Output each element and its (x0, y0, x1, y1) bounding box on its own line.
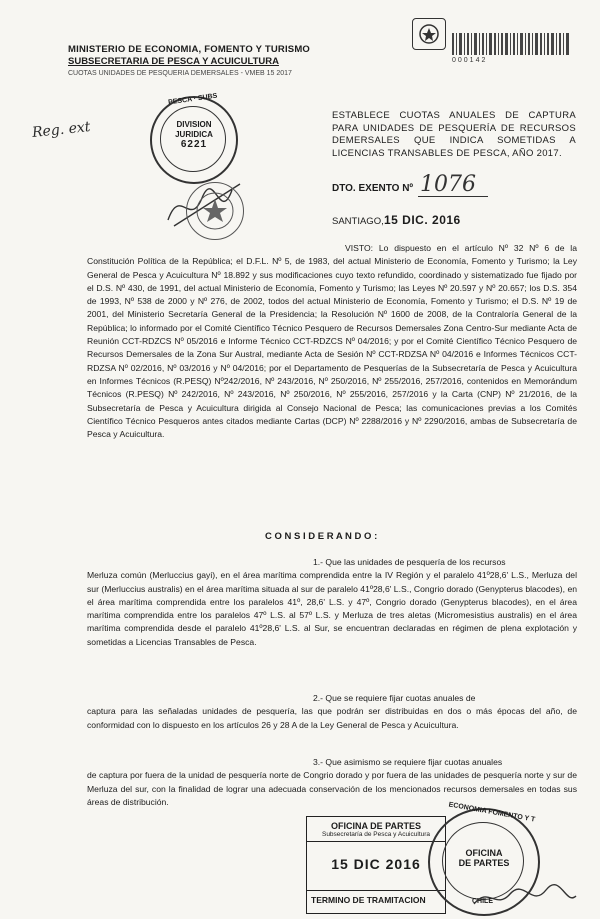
decree-date: 15 DIC. 2016 (384, 213, 461, 227)
small-seal-icon (186, 182, 244, 240)
bottom-signature-icon (470, 880, 580, 919)
considerando-2-text: captura para las señaladas unidades de pesquería, las que podrán ser distribuidas en dos o más épocas del año, de conformidad con lo dispuesto en los artículos 26 y 28 A de la Ley General de Pesca y Acuicultura. (87, 706, 577, 730)
stamp-division-number: 6221 (180, 139, 208, 150)
round-stamp-center2: DE PARTES (458, 858, 510, 868)
stamp-division-line2: JURIDICA (175, 130, 213, 139)
oficina-partes-stamp (306, 816, 446, 914)
considerando-2 (87, 692, 577, 732)
chile-seal-icon (412, 18, 446, 50)
document-code: 000142 (452, 57, 488, 64)
oficina-stamp-sub: Subsecretaría de Pesca y Acuicultura (307, 831, 445, 842)
header-reference-line: CUOTAS UNIDADES DE PESQUERIA DEMERSALES - VMEB 15 2017 (68, 70, 292, 77)
considerando-1-lead: 1.- Que las unidades de pesquería de los recursos (313, 557, 506, 567)
subsecretaria-name: SUBSECRETARIA DE PESCA Y ACUICULTURA (68, 56, 279, 67)
barcode (452, 33, 572, 55)
visto-paragraph: VISTO: Lo dispuesto en el artículo Nº 32 Nº 6 de la Constitución Política de la República; el D.F.L. Nº 5, de 1983, del actual Ministerio de Economía, Fomento y Turismo; la Ley General de Pesca y Acuicultura Nº 18.892 y sus modificaciones cuyo texto refundido, coordinado y sistematizado fue fijado por el D.S. Nº 430, de 1991, del actual Ministerio de Economía, Fomento y Turismo; las Leyes Nº 20.597 y Nº 20.657; los D.S. 354 de 1993, Nº 538 de 2000 y Nº 276, de 2002, todos del actual Ministerio de Economía, Fomento y Turismo; el D.S. Nº 19 de 2001, del Ministerio Secretaría General de la Presidencia; la Resolución Nº 1600 de 2008, de la Contraloría General de la República; lo informado por el Comité Científico Técnico Pesquero de Recursos Demersales Zona Centro-Sur mediante Acta de Reunión CCT-RDZCS Nº 05/2016 e Informe Técnico CCT-RDZCS Nº 04/2016; y por el Comité Científico Técnico Pesquero de Recursos Demersales de la Zona Sur Austral, mediante Acta de Sesión Nº CCT-RDZSA Nº 04/2016 e Informes Técnicos CCT-RDZSA Nº 02/2016, Nº 03/2016 y Nº 04/2016; por el Departamento de Pesquerías de la Subsecretaría de Pesca y Acuicultura en Informes Técnicos (R.PESQ) Nº242/2016, Nº 243/2016, Nº 250/2016, Nº 255/2016, 257/2016, contenidos en Memorándum Técnicos (R.PESQ) Nº 242/2016, Nº 243/2016, Nº 250/2016, Nº 255/2016, 257/2016 y la Carta (CNP) Nº 21/2016, de la Subsecretaría de Pesca y Acuicultura dirigida al Consejo Nacional de Pesca; las comunicaciones previas a los Comités Científico Técnico Pesqueros antes citados mediante Cartas (DCP) Nº 2288/2016 y Nº 2290/2016, ambas de Subsecretaría de Pesca y Acuicultura. (87, 243, 577, 440)
considerando-3-lead: 3.- Que asimismo se requiere fijar cuotas anuales (313, 757, 503, 767)
stamp-division-line1: DIVISION (176, 120, 212, 129)
decree-label: DTO. EXENTO Nº (332, 183, 414, 194)
considerando-heading: C O N S I D E R A N D O : (265, 531, 378, 542)
considerando-1-text: Merluza común (Merluccius gayi), en el área marítima comprendida entre la IV Región y el paralelo 41º28,6' L.S., Merluza del sur (Merluccius australis) en el área marítima situada al sur de paralelo 41º28,6' L.S., Congrio dorado (Genypterus blacodes), en el área marítima comprendida entre los paralelos 41º, 28,6' L.S. y 47º, Congrio dorado (Genypterus blacodes), en el área marítima comprendida entre los paralelos 47º L.S. al 57º L.S. y Merluza de tres aletas (Micromesistius australis) en el área marítima comprendida desde el paralelo 41º28,6' L.S. al Sur, se encuentran declaradas en régimen de plena explotación y sometidas a Licencias Transables de Pesca. (87, 570, 577, 647)
division-juridica-stamp (150, 92, 238, 184)
considerando-2-lead: 2.- Que se requiere fijar cuotas anuales de (313, 693, 476, 703)
round-stamp-center1: OFICINA (465, 848, 503, 858)
considerando-3-text: de captura por fuera de la unidad de pesquería norte de Congrio dorado y por fuera de las unidades de pesquería norte y sur de Merluza del sur, con la finalidad de lograr una adecuada conservación de los mencionados recursos demersales en todas sus áreas de distribución. (87, 770, 577, 807)
round-stamp-ring: ECONOMIA FOMENTO Y T (448, 801, 536, 824)
decree-number-underline (418, 196, 488, 197)
round-stamp-bottom: CHILE (472, 898, 493, 905)
ministry-name: MINISTERIO DE ECONOMIA, FOMENTO Y TURISMO (68, 44, 311, 55)
stamp-division-ring-text: PESCA · SUBS (167, 92, 218, 107)
considerando-3 (87, 756, 577, 809)
oficina-stamp-title: OFICINA DE PARTES (330, 821, 421, 831)
considerando-1 (87, 556, 577, 649)
oficina-stamp-date: 15 DIC 2016 (331, 856, 421, 872)
oficina-stamp-footer: TERMINO DE TRAMITACION (307, 890, 445, 913)
place-label: SANTIAGO, (332, 216, 384, 227)
document-header (68, 44, 328, 80)
handwritten-note: Reg. ext (31, 118, 92, 142)
document-title: ESTABLECE CUOTAS ANUALES DE CAPTURA PARA UNIDADES DE PESQUERÍA DE RECURSOS DEMERSALES QUE INDICA SOMETIDAS A LICENCIAS TRANSABLES DE PESCA, AÑO 2017. (332, 110, 576, 159)
decree-number: 1076 (420, 172, 476, 197)
